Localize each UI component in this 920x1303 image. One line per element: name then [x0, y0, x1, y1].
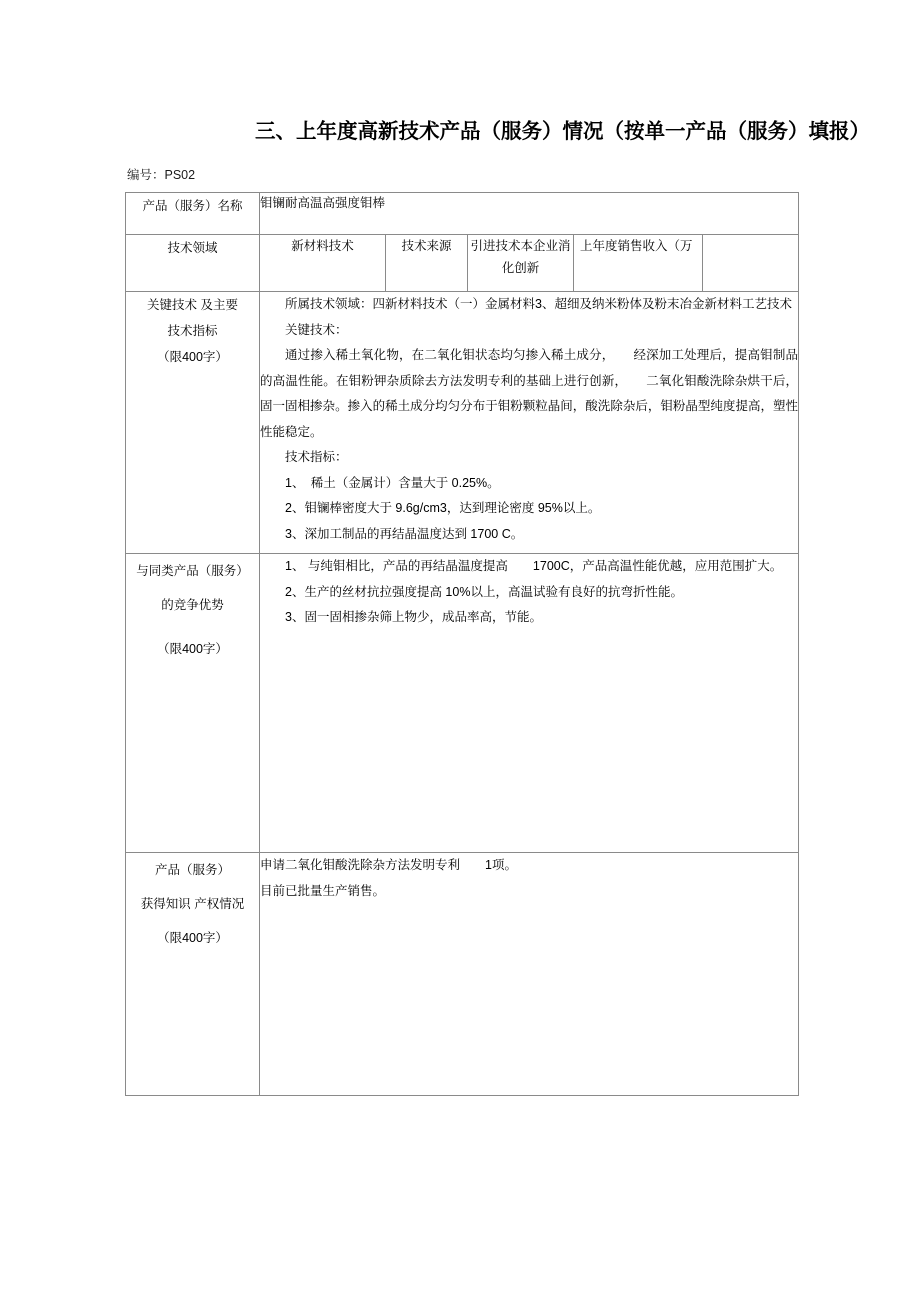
competitive-advantage-item-1: 1、 与纯钼相比，产品的再结晶温度提高 1700C，产品高温性能优越，应用范围扩大。	[285, 559, 783, 573]
key-technology-paragraph-3: 通过掺入稀土氧化物，在二氧化钼状态均匀掺入稀土成分， 经深加工处理后，提高钼制品的高温性能。在钼粉钾杂质除去方法发明专利的基础上进行创新， 二氧化钼酸洗除杂烘干后，固一固相掺杂。掺入的稀土成分均匀分布于钼粉颗粒晶间，酸洗除杂后，钼粉晶型纯度提高，塑性性能稳定。	[260, 348, 798, 439]
key-technology-indicator-3: 3、深加工制品的再结晶温度达到 1700 C。	[285, 526, 524, 541]
tech-field-value[interactable]: 新材料技术	[260, 235, 386, 292]
key-technology-label-line2: 技术指标	[167, 324, 218, 338]
competitive-advantage-item-2: 2、生产的丝材抗拉强度提高 10%以上，高温试验有良好的抗弯折性能。	[285, 584, 683, 599]
page-title: 三、上年度高新技术产品（服务）情况（按单一产品（服务）填报）	[255, 120, 870, 143]
table-row-key-technology	[126, 292, 799, 554]
revenue-value[interactable]	[703, 235, 799, 292]
key-technology-indicator-2: 2、钼镧棒密度大于 9.6g/cm3，达到理论密度 95%以上。	[285, 501, 601, 515]
table-row-competitive-advantage	[126, 554, 799, 853]
key-technology-label-line1: 关键技术 及主要	[147, 298, 238, 312]
key-technology-indicator-1: 1、 稀土（金属计）含量大于 0.25%。	[285, 475, 500, 490]
competitive-advantage-item-3: 3、固一固相掺杂筛上物少，成品率高，节能。	[285, 610, 542, 624]
product-name-value[interactable]: 钼镧耐高温高强度钼棒	[260, 193, 799, 235]
form-code-label: 编号：PS02	[127, 168, 196, 182]
table-row-product-name	[126, 193, 799, 235]
intellectual-property-label-line3: （限400字）	[157, 931, 228, 945]
product-name-label: 产品（服务）名称	[126, 193, 260, 235]
revenue-label: 上年度销售收入（万	[574, 235, 703, 292]
tech-source-label: 技术来源	[386, 235, 468, 292]
intellectual-property-label-line2: 获得知识 产权情况	[140, 897, 245, 911]
competitive-advantage-label-line1: 与同类产品（服务）	[136, 564, 249, 578]
tech-source-value[interactable]: 引进技术本企业消化创新	[468, 235, 574, 292]
competitive-advantage-content[interactable]	[260, 554, 799, 853]
table-row-tech-field	[126, 235, 799, 292]
competitive-advantage-label	[126, 554, 260, 853]
intellectual-property-label	[126, 853, 260, 1096]
key-technology-paragraph-4: 技术指标：	[285, 450, 348, 464]
tech-field-label: 技术领域	[126, 235, 260, 292]
intellectual-property-paragraph-1: 申请二氧化钼酸洗除杂方法发明专利 1项。	[260, 858, 517, 872]
intellectual-property-paragraph-2: 目前已批量生产销售。	[260, 883, 386, 898]
competitive-advantage-label-line2: 的竞争优势	[161, 598, 224, 612]
intellectual-property-content[interactable]	[260, 853, 799, 1096]
intellectual-property-label-line1: 产品（服务）	[154, 863, 230, 877]
key-technology-paragraph-1: 所属技术领域：四新材料技术（一）金属材料3、超细及纳米粉体及粉末冶金新材料工艺技术	[285, 297, 792, 311]
key-technology-content-clip	[260, 292, 798, 550]
product-info-table	[125, 192, 799, 1096]
table-row-intellectual-property	[126, 853, 799, 1096]
key-technology-paragraph-2: 关键技术：	[285, 322, 348, 337]
key-technology-label	[126, 292, 260, 554]
label-spacer	[126, 622, 259, 632]
competitive-advantage-label-line3: （限400字）	[157, 642, 228, 656]
key-technology-content[interactable]	[260, 292, 799, 554]
key-technology-label-line3: （限400字）	[157, 350, 228, 364]
